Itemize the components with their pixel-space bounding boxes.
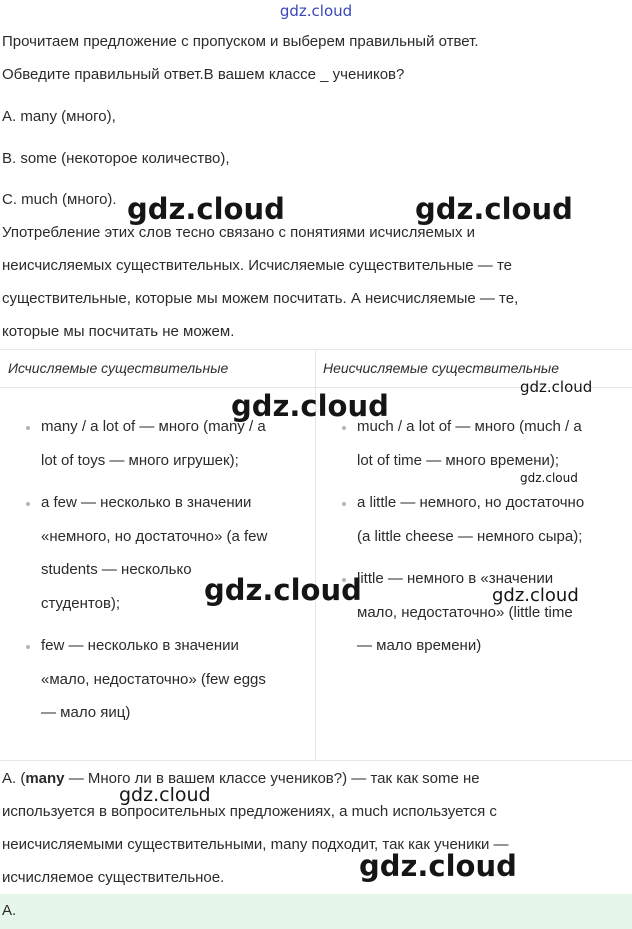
watermark: gdz.cloud: [520, 471, 578, 485]
list-item-line: many / a lot of — много (many / a: [41, 418, 266, 435]
option-c: C. much (много).: [2, 191, 117, 208]
list-item-line: «немного, но достаточно» (a few: [41, 527, 268, 545]
watermark: gdz.cloud: [119, 784, 211, 806]
list-item-line: little — немного в «значении: [357, 570, 554, 587]
conclusion-bold-word: many: [25, 770, 65, 787]
list-item-line: a little — немного, но достаточно: [357, 494, 585, 511]
uncountable-column: [357, 410, 584, 663]
conclusion-prefix: A. (: [2, 770, 26, 787]
countable-column: [41, 410, 267, 730]
list-item-line: lot of time — много времени);: [357, 451, 560, 469]
list-item-line: students — несколько: [41, 561, 192, 578]
explanation-line: которые мы посчитать не можем.: [2, 323, 235, 340]
bullet-icon: [342, 502, 346, 506]
conclusion-line: исчисляемое существительное.: [2, 869, 225, 886]
answer-box: [0, 894, 632, 929]
list-item-line: — мало яиц): [41, 704, 131, 721]
top-watermark: gdz.cloud: [279, 2, 353, 20]
intro-line-2: Обведите правильный ответ.В вашем классе _ учеников?: [2, 66, 405, 83]
option-a: A. many (много),: [2, 108, 116, 125]
explanation-line: существительные, которые мы можем посчитать. А неисчисляемые — те,: [2, 290, 519, 307]
list-item-line: мало, недостаточно» (little time: [357, 603, 573, 621]
bullet-icon: [342, 426, 346, 430]
watermark: gdz.cloud: [359, 849, 517, 883]
header-countable: Исчисляемые существительные: [8, 360, 229, 376]
watermark: gdz.cloud: [492, 585, 579, 606]
answer-text: A.: [2, 902, 17, 919]
list-item-line: (a little cheese — немного сыра);: [357, 527, 583, 545]
watermark: gdz.cloud: [415, 192, 573, 226]
list-item-line: much / a lot of — много (much / a: [357, 418, 582, 435]
list-item-line: lot of toys — много игрушек);: [41, 451, 239, 469]
bullet-icon: [26, 426, 30, 430]
list-item-line: — мало времени): [357, 637, 482, 654]
list-item: [357, 486, 584, 553]
conclusion-line: [2, 762, 602, 795]
list-item: [357, 562, 584, 663]
watermark: gdz.cloud: [231, 389, 389, 423]
watermark: gdz.cloud: [520, 378, 593, 396]
explanation-line: неисчисляемых существительных. Исчисляемые существительные — те: [2, 257, 513, 274]
conclusion-rest: — Много ли в вашем классе учеников?) — так как some не: [64, 770, 480, 787]
list-item-line: a few — несколько в значении: [41, 494, 252, 511]
bullet-icon: [26, 645, 30, 649]
conclusion-line: неисчисляемыми существительными, many подходит, так как ученики —: [2, 836, 509, 853]
watermark: gdz.cloud: [127, 192, 285, 226]
explanation-paragraph: [2, 216, 602, 348]
option-b: B. some (некоторое количество),: [2, 150, 230, 167]
list-item: [357, 410, 584, 477]
list-item-line: few — несколько в значении: [41, 637, 239, 654]
watermark: gdz.cloud: [204, 573, 362, 607]
list-item: [41, 629, 267, 730]
list-item-line: студентов);: [41, 594, 121, 612]
list-item-line: «мало, недостаточно» (few eggs: [41, 670, 266, 688]
intro-line-1: Прочитаем предложение с пропуском и выберем правильный ответ.: [2, 33, 479, 50]
conclusion-line: используется в вопросительных предложениях, а much используется с: [2, 803, 497, 820]
header-uncountable: Неисчисляемые существительные: [323, 360, 560, 376]
bullet-icon: [26, 502, 30, 506]
explanation-line: Употребление этих слов тесно связано с понятиями исчисляемых и: [2, 224, 476, 241]
